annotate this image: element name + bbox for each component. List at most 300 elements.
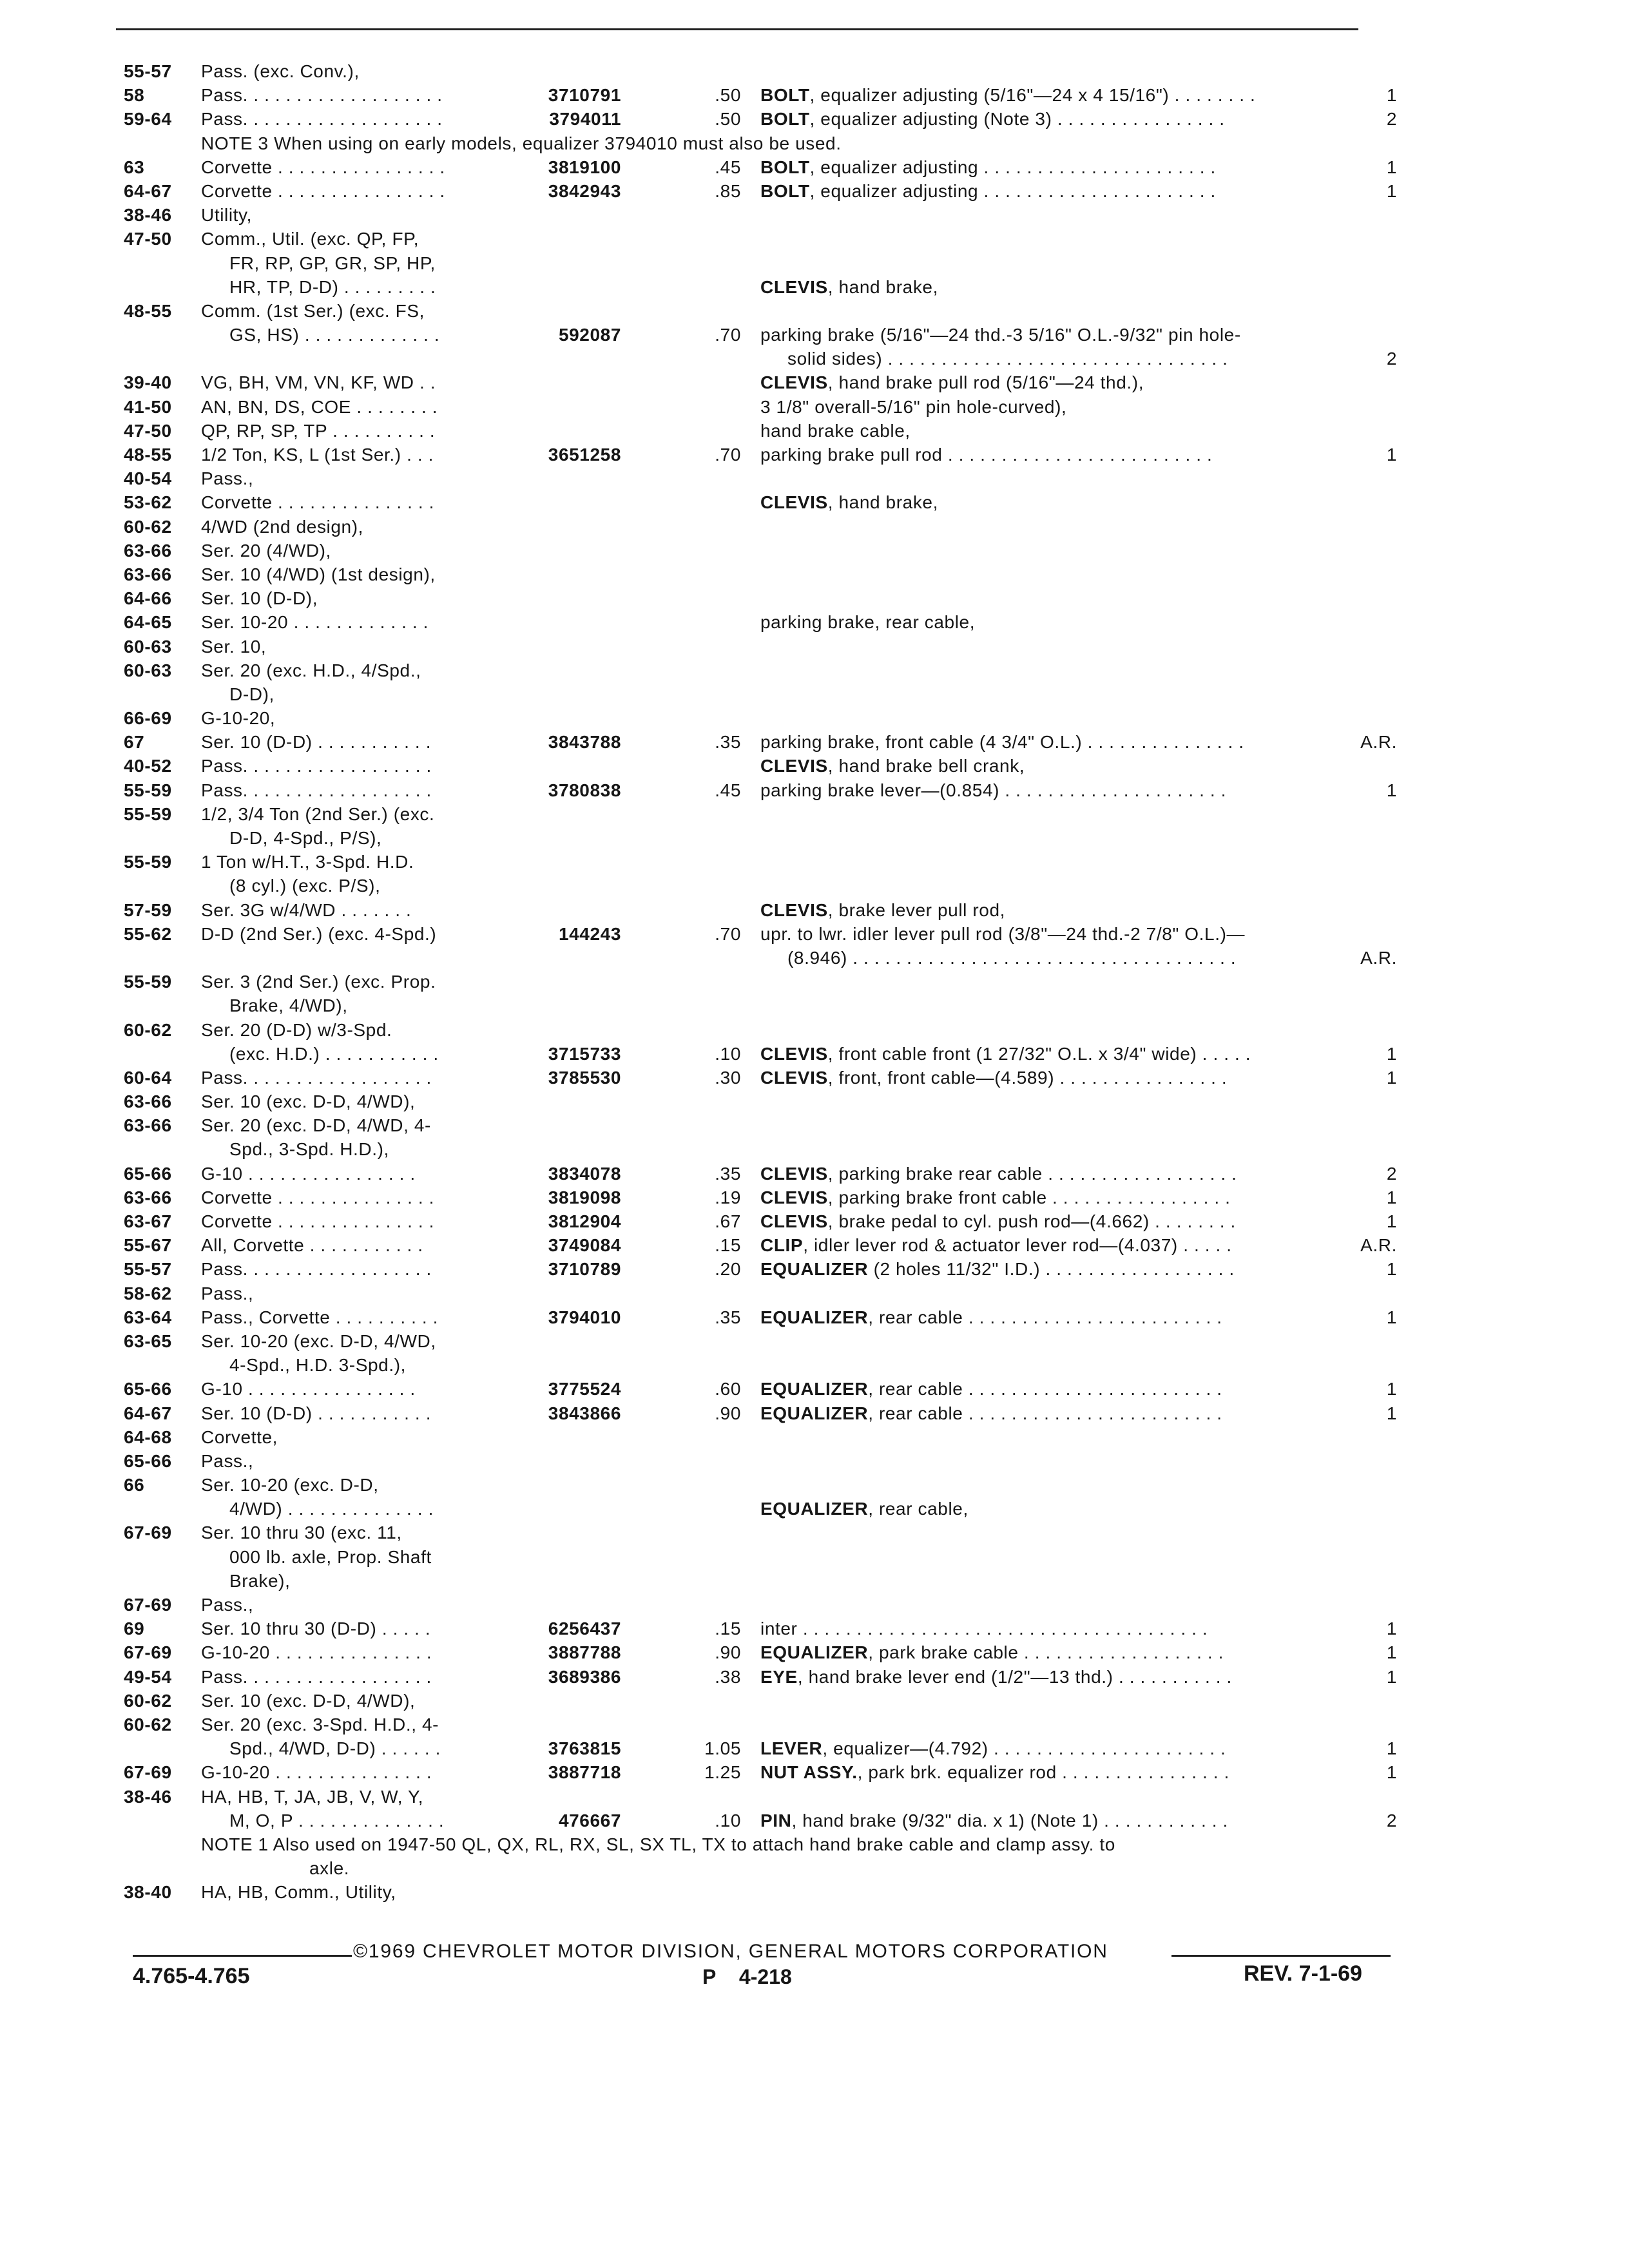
model-years: 40-52 [124,756,172,776]
model-years: 59-64 [124,109,172,130]
top-rule [116,28,1358,30]
application: Ser. 10 thru 30 (exc. 11, [201,1523,402,1543]
price: .45 [715,780,741,800]
application: Pass. . . . . . . . . . . . . . . . . . [201,756,432,776]
quantity: 1 [1386,1259,1397,1280]
table-row [0,1545,1629,1569]
table-row [0,1640,1629,1664]
part-name: CLEVIS [760,276,828,297]
part-name: CLEVIS [760,1187,828,1207]
description: EQUALIZER, park brake cable . . . . . . . . . . . . . . . . . . . [760,1642,1224,1663]
application: Corvette . . . . . . . . . . . . . . . [201,1187,434,1207]
table-row [0,515,1629,539]
quantity: 1 [1386,780,1397,800]
application: All, Corvette . . . . . . . . . . . [201,1235,423,1256]
model-years: 60-63 [124,660,172,680]
model-years: 65-66 [124,1379,172,1399]
part-number: 3785530 [548,1067,621,1088]
part-number: 3715733 [548,1043,621,1064]
application: 4-Spd., H.D. 3-Spd.), [229,1355,407,1376]
part-number: 3819098 [548,1187,621,1207]
description: CLEVIS, brake lever pull rod, [760,899,1005,920]
description: CLEVIS, parking brake rear cable . . . . . . . . . . . . . . . . . . [760,1163,1237,1184]
application: Brake, 4/WD), [229,995,348,1016]
description: EQUALIZER, rear cable . . . . . . . . . . . . . . . . . . . . . . . . [760,1307,1222,1327]
application: Ser. 3 (2nd Ser.) (exc. Prop. [201,972,436,992]
table-row [0,419,1629,443]
part-name: CLEVIS [760,1211,828,1231]
description: CLIP, idler lever rod & actuator lever rod—(4.037) . . . . . [760,1235,1232,1256]
part-name: BOLT [760,85,810,106]
description: EYE, hand brake lever end (1/2"—13 thd.) . . . . . . . . . . . [760,1666,1232,1687]
description: CLEVIS, front, front cable—(4.589) . . . . . . . . . . . . . . . . [760,1067,1228,1088]
model-years: 49-54 [124,1666,172,1687]
description: LEVER, equalizer—(4.792) . . . . . . . . . . . . . . . . . . . . . . [760,1738,1226,1759]
table-row [0,1233,1629,1257]
description: parking brake lever—(0.854) . . . . . . . . . . . . . . . . . . . . . [760,780,1226,800]
table-row [0,1353,1629,1377]
description: BOLT, equalizer adjusting (Note 3) . . . . . . . . . . . . . . . . [760,109,1225,130]
quantity: 1 [1386,445,1397,465]
model-years: 47-50 [124,229,172,249]
application: Pass. . . . . . . . . . . . . . . . . . [201,1067,432,1088]
application: Comm., Util. (exc. QP, FP, [201,229,419,249]
part-name: CLEVIS [760,1043,828,1064]
application: Brake), [229,1570,291,1591]
application: Pass., Corvette . . . . . . . . . . [201,1307,438,1327]
table-row [0,1305,1629,1329]
application: Spd., 3-Spd. H.D.), [229,1139,389,1160]
application: 1/2, 3/4 Ton (2nd Ser.) (exc. [201,803,435,824]
part-number: 3887788 [548,1642,621,1663]
part-number: 476667 [558,1810,621,1831]
table-row [0,1018,1629,1042]
table-row [0,1209,1629,1233]
part-name: EQUALIZER [760,1499,869,1519]
application: Corvette . . . . . . . . . . . . . . . [201,1211,434,1231]
application: Ser. 10-20 (exc. D-D, 4/WD, [201,1331,436,1351]
application: G-10 . . . . . . . . . . . . . . . . [201,1163,416,1184]
part-name: EQUALIZER [760,1642,869,1663]
table-row [0,1617,1629,1640]
model-years: 63-66 [124,1091,172,1112]
application: Ser. 10 (4/WD) (1st design), [201,564,436,584]
model-years: 66 [124,1475,145,1495]
part-name: CLEVIS [760,372,828,393]
part-number: 3819100 [548,157,621,177]
price: .10 [715,1043,741,1064]
application: FR, RP, GP, GR, SP, HP, [229,253,436,273]
application: HA, HB, T, JA, JB, V, W, Y, [201,1786,424,1807]
model-years: 63-66 [124,1187,172,1207]
table-row [0,539,1629,562]
application: Ser. 10 (D-D), [201,588,318,609]
part-name: CLEVIS [760,756,828,776]
application: Corvette . . . . . . . . . . . . . . . . [201,157,445,177]
price: .35 [715,1163,741,1184]
quantity: A.R. [1360,732,1397,753]
part-name: CLIP [760,1235,804,1256]
table-row [0,443,1629,466]
description: parking brake pull rod . . . . . . . . . . . . . . . . . . . . . . . . . [760,445,1213,465]
application: Pass., [201,468,254,489]
model-years: 69 [124,1619,145,1639]
table-row [0,370,1629,394]
table-row [0,1113,1629,1137]
description: (8.946) . . . . . . . . . . . . . . . . . . . . . . . . . . . . . . . . . . . . [787,947,1237,968]
description: BOLT, equalizer adjusting (5/16"—24 x 4 15/16") . . . . . . . . [760,85,1256,106]
application: Ser. 10 (exc. D-D, 4/WD), [201,1690,416,1711]
description: parking brake, rear cable, [760,612,976,633]
description: CLEVIS, hand brake, [760,276,938,297]
table-row [0,1785,1629,1809]
quantity: 2 [1386,109,1397,130]
price: .70 [715,923,741,944]
model-years: 55-67 [124,1235,172,1256]
description: NUT ASSY., park brk. equalizer rod . . . . . . . . . . . . . . . . [760,1762,1229,1783]
table-row [0,826,1629,850]
price: 1.25 [704,1762,741,1783]
model-years: 65-66 [124,1163,172,1184]
table-row [0,1593,1629,1617]
part-name: BOLT [760,109,810,130]
model-years: 47-50 [124,420,172,441]
model-years: 67-69 [124,1762,172,1783]
note-row [0,131,1629,155]
price: .10 [715,1810,741,1831]
footer-section-code: 4.765-4.765 [133,1964,250,1988]
description: CLEVIS, brake pedal to cyl. push rod—(4.662) . . . . . . . . [760,1211,1236,1231]
part-number: 3843866 [548,1403,621,1423]
model-years: 67 [124,732,145,753]
application: Ser. 10, [201,636,267,657]
price: .85 [715,180,741,201]
note-text: axle. [309,1858,350,1879]
part-number: 3763815 [548,1738,621,1759]
price: .15 [715,1235,741,1256]
table-row [0,1066,1629,1090]
table-row [0,299,1629,323]
application: Corvette . . . . . . . . . . . . . . . [201,492,434,513]
quantity: 1 [1386,1067,1397,1088]
application: Ser. 10 (D-D) . . . . . . . . . . . [201,732,432,753]
part-number: 3887718 [548,1762,621,1783]
table-row [0,83,1629,107]
application: Pass., [201,1595,254,1615]
table-row [0,1569,1629,1593]
application: Ser. 3G w/4/WD . . . . . . . [201,899,412,920]
table-row [0,922,1629,946]
table-row [0,1090,1629,1113]
application: 1/2 Ton, KS, L (1st Ser.) . . . [201,445,434,465]
quantity: 1 [1386,1738,1397,1759]
table-row [0,1665,1629,1689]
model-years: 55-57 [124,1259,172,1280]
part-number: 3842943 [548,180,621,201]
model-years: 64-67 [124,180,172,201]
price: .90 [715,1403,741,1423]
application: GS, HS) . . . . . . . . . . . . . [229,325,440,345]
description: EQUALIZER, rear cable . . . . . . . . . . . . . . . . . . . . . . . . [760,1403,1222,1423]
part-name: EQUALIZER [760,1403,869,1423]
table-row [0,1497,1629,1521]
part-number: 3749084 [548,1235,621,1256]
part-name: PIN [760,1810,792,1831]
part-name: EYE [760,1666,798,1687]
part-name: CLEVIS [760,899,828,920]
application: AN, BN, DS, COE . . . . . . . . [201,396,438,417]
model-years: 40-54 [124,468,172,489]
price: .35 [715,1307,741,1327]
footer-page-prefix: P [702,1965,717,1988]
model-years: 55-57 [124,61,172,81]
part-name: CLEVIS [760,1163,828,1184]
description: 3 1/8" overall-5/16" pin hole-curved), [760,396,1067,417]
note-row [0,1856,1629,1880]
table-row [0,1137,1629,1161]
model-years: 64-66 [124,588,172,609]
part-name: NUT ASSY. [760,1762,858,1783]
table-row [0,1162,1629,1186]
footer-copyright: ©1969 CHEVROLET MOTOR DIVISION, GENERAL MOTORS CORPORATION [353,1941,1108,1962]
table-row [0,1186,1629,1209]
quantity: 1 [1386,1043,1397,1064]
table-row [0,658,1629,682]
application: Pass. . . . . . . . . . . . . . . . . . [201,1666,432,1687]
price: .45 [715,157,741,177]
table-row [0,635,1629,658]
model-years: 63-65 [124,1331,172,1351]
footer-page-number [702,1965,792,1989]
application: D-D), [229,684,275,704]
application: Pass. . . . . . . . . . . . . . . . . . [201,1259,432,1280]
model-years: 58 [124,85,145,106]
model-years: 55-62 [124,923,172,944]
model-years: 55-59 [124,972,172,992]
table-row [0,1521,1629,1544]
description: parking brake (5/16"—24 thd.-3 5/16" O.L.-9/32" pin hole- [760,325,1241,345]
table-row [0,1377,1629,1401]
application: Ser. 10 (exc. D-D, 4/WD), [201,1091,416,1112]
application: Pass. . . . . . . . . . . . . . . . . . . [201,109,443,130]
table-row [0,874,1629,898]
description: BOLT, equalizer adjusting . . . . . . . . . . . . . . . . . . . . . . [760,157,1216,177]
model-years: 64-67 [124,1403,172,1423]
table-row [0,347,1629,370]
table-row [0,1401,1629,1425]
table-row [0,730,1629,754]
model-years: 63 [124,157,145,177]
application: Ser. 20 (D-D) w/3-Spd. [201,1019,392,1040]
quantity: 2 [1386,1163,1397,1184]
application: Comm. (1st Ser.) (exc. FS, [201,300,425,321]
part-name: CLEVIS [760,492,828,513]
description: EQUALIZER (2 holes 11/32" I.D.) . . . . . . . . . . . . . . . . . . [760,1259,1235,1280]
application: (8 cyl.) (exc. P/S), [229,876,381,896]
table-row [0,155,1629,179]
model-years: 67-69 [124,1523,172,1543]
application: Ser. 10-20 (exc. D-D, [201,1475,379,1495]
quantity: 1 [1386,1762,1397,1783]
application: D-D, 4-Spd., P/S), [229,828,382,848]
application: Corvette . . . . . . . . . . . . . . . . [201,180,445,201]
quantity: 1 [1386,180,1397,201]
table-row [0,490,1629,514]
footer-rule-left [133,1955,352,1957]
application: 4/WD) . . . . . . . . . . . . . . [229,1499,434,1519]
table-row [0,562,1629,586]
price: .35 [715,732,741,753]
part-name: BOLT [760,180,810,201]
model-years: 48-55 [124,300,172,321]
application: Corvette, [201,1427,278,1447]
price: .67 [715,1211,741,1231]
footer-revision: REV. 7-1-69 [1244,1961,1362,1986]
application: Ser. 10 (D-D) . . . . . . . . . . . [201,1403,432,1423]
footer-page-value: 4-218 [738,1965,792,1988]
quantity: 1 [1386,1379,1397,1399]
price: .38 [715,1666,741,1687]
part-number: 3710789 [548,1259,621,1280]
application: G-10-20, [201,708,276,729]
note-text: NOTE 1 Also used on 1947-50 QL, QX, RL, RX, SL, SX TL, TX to attach hand brake cable and clamp assy. to [201,1834,1115,1854]
application: 1 Ton w/H.T., 3-Spd. H.D. [201,852,414,872]
description: EQUALIZER, rear cable, [760,1499,969,1519]
model-years: 60-62 [124,1690,172,1711]
part-name: CLEVIS [760,1067,828,1088]
application: HA, HB, Comm., Utility, [201,1882,396,1903]
description: CLEVIS, hand brake bell crank, [760,756,1025,776]
model-years: 64-68 [124,1427,172,1447]
application: Ser. 10-20 . . . . . . . . . . . . . [201,612,429,633]
table-row [0,179,1629,203]
table-row [0,1736,1629,1760]
part-number: 3780838 [548,780,621,800]
quantity: 2 [1386,1810,1397,1831]
application: Pass. . . . . . . . . . . . . . . . . . . [201,85,443,106]
description: parking brake, front cable (4 3/4" O.L.) . . . . . . . . . . . . . . . [760,732,1244,753]
model-years: 67-69 [124,1642,172,1663]
table-row [0,323,1629,347]
price: 1.05 [704,1738,741,1759]
quantity: A.R. [1360,947,1397,968]
quantity: A.R. [1360,1235,1397,1256]
description: BOLT, equalizer adjusting . . . . . . . . . . . . . . . . . . . . . . [760,180,1216,201]
part-number: 3812904 [548,1211,621,1231]
part-number: 144243 [558,923,621,944]
part-number: 6256437 [548,1619,621,1639]
part-name: EQUALIZER [760,1379,869,1399]
table-row [0,1880,1629,1904]
table-row [0,1760,1629,1784]
price: .70 [715,325,741,345]
quantity: 1 [1386,1666,1397,1687]
model-years: 53-62 [124,492,172,513]
part-number: 592087 [558,325,621,345]
model-years: 67-69 [124,1595,172,1615]
table-row [0,203,1629,227]
model-years: 64-65 [124,612,172,633]
table-row [0,59,1629,83]
table-row [0,1329,1629,1353]
application: Pass., [201,1283,254,1303]
description: upr. to lwr. idler lever pull rod (3/8"—24 thd.-2 7/8" O.L.)— [760,923,1246,944]
table-row [0,778,1629,802]
description: CLEVIS, hand brake, [760,492,938,513]
table-row [0,754,1629,778]
table-row [0,586,1629,610]
table-row [0,1713,1629,1736]
part-number: 3710791 [548,85,621,106]
model-years: 57-59 [124,899,172,920]
price: .30 [715,1067,741,1088]
model-years: 65-66 [124,1450,172,1471]
part-number: 3689386 [548,1666,621,1687]
part-name: LEVER [760,1738,823,1759]
price: .19 [715,1187,741,1207]
description: CLEVIS, front cable front (1 27/32" O.L. x 3/4" wide) . . . . . [760,1043,1251,1064]
application: Utility, [201,205,252,226]
table-row [0,1282,1629,1305]
model-years: 38-46 [124,205,172,226]
model-years: 60-62 [124,1714,172,1735]
model-years: 60-63 [124,636,172,657]
model-years: 39-40 [124,372,172,393]
table-row [0,1473,1629,1497]
application: Ser. 10 thru 30 (D-D) . . . . . [201,1619,431,1639]
price: .90 [715,1642,741,1663]
description: CLEVIS, hand brake pull rod (5/16"—24 thd.), [760,372,1144,393]
table-row [0,227,1629,251]
application: Pass., [201,1450,254,1471]
part-number: 3775524 [548,1379,621,1399]
application: VG, BH, VM, VN, KF, WD . . [201,372,436,393]
application: M, O, P . . . . . . . . . . . . . . [229,1810,445,1831]
table-row [0,107,1629,131]
application: QP, RP, SP, TP . . . . . . . . . . [201,420,436,441]
table-row [0,1042,1629,1066]
model-years: 48-55 [124,445,172,465]
model-years: 63-64 [124,1307,172,1327]
model-years: 41-50 [124,396,172,417]
table-row [0,898,1629,922]
application: Ser. 20 (exc. 3-Spd. H.D., 4- [201,1714,439,1735]
table-row [0,1809,1629,1832]
model-years: 63-66 [124,1115,172,1136]
part-name: EQUALIZER [760,1259,869,1280]
price: .60 [715,1379,741,1399]
description: solid sides) . . . . . . . . . . . . . . . . . . . . . . . . . . . . . . . . [787,349,1228,369]
part-name: EQUALIZER [760,1307,869,1327]
model-years: 55-59 [124,803,172,824]
note-text: NOTE 3 When using on early models, equalizer 3794010 must also be used. [201,133,842,153]
application: (exc. H.D.) . . . . . . . . . . . [229,1043,439,1064]
part-number: 3651258 [548,445,621,465]
application: Pass. . . . . . . . . . . . . . . . . . [201,780,432,800]
model-years: 58-62 [124,1283,172,1303]
model-years: 66-69 [124,708,172,729]
model-years: 55-59 [124,852,172,872]
model-years: 60-64 [124,1067,172,1088]
table-row [0,1689,1629,1713]
quantity: 1 [1386,1211,1397,1231]
model-years: 38-40 [124,1882,172,1903]
quantity: 1 [1386,1642,1397,1663]
quantity: 1 [1386,1187,1397,1207]
part-name: BOLT [760,157,810,177]
quantity: 1 [1386,1619,1397,1639]
quantity: 1 [1386,85,1397,106]
